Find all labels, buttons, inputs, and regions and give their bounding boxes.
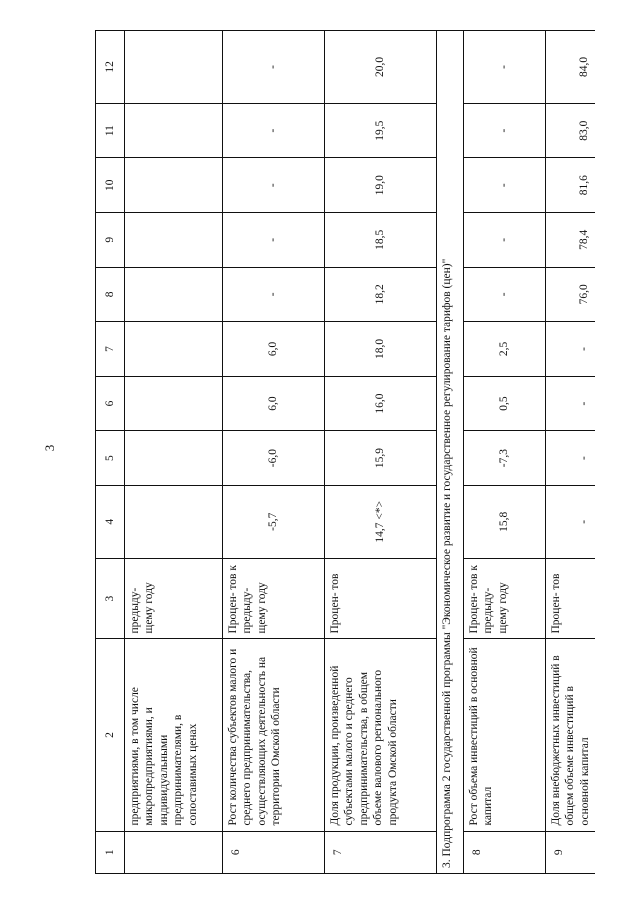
value-cell: -: [464, 158, 546, 213]
value-cell: -: [546, 376, 596, 431]
value-cell: -: [223, 103, 325, 158]
indicators-table: [95, 30, 595, 874]
table-row: [464, 31, 546, 874]
value-cell: [125, 431, 223, 486]
row-number: 7: [325, 831, 437, 873]
value-cell: 76,0: [546, 267, 596, 322]
column-number: 10: [96, 158, 125, 213]
value-cell: -: [223, 267, 325, 322]
value-cell: 18,2: [325, 267, 437, 322]
value-cell: 19,5: [325, 103, 437, 158]
value-cell: -5,7: [223, 485, 325, 558]
value-cell: 15,9: [325, 431, 437, 486]
unit-cell: Процен- тов: [546, 558, 596, 639]
value-cell: 14,7 <*>: [325, 485, 437, 558]
table-row: [223, 31, 325, 874]
value-cell: 6,0: [223, 322, 325, 377]
value-cell: [125, 267, 223, 322]
value-cell: -: [546, 431, 596, 486]
value-cell: -: [223, 31, 325, 104]
value-cell: -: [223, 158, 325, 213]
value-cell: [125, 158, 223, 213]
column-number: 12: [96, 31, 125, 104]
indicator-name: Доля продукции, произведенной субъектами малого и среднего предпринимательства, в общем объеме валового регионального продукта Омской области: [325, 639, 437, 831]
value-cell: 6,0: [223, 376, 325, 431]
column-number: 9: [96, 212, 125, 267]
table-row-continuation: [125, 31, 223, 874]
value-cell: 84,0: [546, 31, 596, 104]
column-number: 3: [96, 558, 125, 639]
value-cell: [125, 31, 223, 104]
value-cell: [125, 485, 223, 558]
value-cell: -: [464, 212, 546, 267]
value-cell: 18,5: [325, 212, 437, 267]
value-cell: 81,6: [546, 158, 596, 213]
page-number: 3: [42, 444, 57, 452]
value-cell: -: [464, 31, 546, 104]
column-number: 4: [96, 485, 125, 558]
indicator-name: предприятиями, в том числе микропредприятиями, и индивидуальными предпринимателями, в сопоставимых ценах: [125, 639, 223, 831]
value-cell: [125, 103, 223, 158]
unit-cell: Процен- тов к предыду- щему году: [464, 558, 546, 639]
subprogram-heading: 3. Подпрограмма 2 государственной программы "Экономическое развитие и государственное регулирование тарифов (цен)": [437, 31, 464, 874]
row-number: 8: [464, 831, 546, 873]
column-number: 8: [96, 267, 125, 322]
unit-cell: предыду- щему году: [125, 558, 223, 639]
table-row: [325, 31, 437, 874]
value-cell: 19,0: [325, 158, 437, 213]
value-cell: 15,8: [464, 485, 546, 558]
row-number: 9: [546, 831, 596, 873]
value-cell: -: [223, 212, 325, 267]
column-number: 2: [96, 639, 125, 831]
rotated-table-container: [95, 30, 595, 874]
table-row: [546, 31, 596, 874]
value-cell: -: [546, 322, 596, 377]
value-cell: 0,5: [464, 376, 546, 431]
value-cell: 16,0: [325, 376, 437, 431]
unit-cell: Процен- тов: [325, 558, 437, 639]
value-cell: 83,0: [546, 103, 596, 158]
value-cell: 20,0: [325, 31, 437, 104]
value-cell: -: [464, 103, 546, 158]
value-cell: -6,0: [223, 431, 325, 486]
column-number-row: [96, 31, 125, 874]
value-cell: [125, 322, 223, 377]
column-number: 7: [96, 322, 125, 377]
unit-cell: Процен- тов к предыду- щему году: [223, 558, 325, 639]
value-cell: -: [546, 485, 596, 558]
value-cell: -: [464, 267, 546, 322]
indicator-name: Рост объема инвестиций в основной капитал: [464, 639, 546, 831]
value-cell: 2,5: [464, 322, 546, 377]
column-number: 11: [96, 103, 125, 158]
column-number: 5: [96, 431, 125, 486]
subprogram-heading-row: [437, 31, 464, 874]
value-cell: [125, 376, 223, 431]
row-number: [125, 831, 223, 873]
row-number: 6: [223, 831, 325, 873]
indicator-name: Рост количества субъектов малого и среднего предпринимательства, осуществляющих деятельность на территории Омской области: [223, 639, 325, 831]
indicator-name: Доля внебюджетных инвестиций в общем объеме инвестиций в основной капитал: [546, 639, 596, 831]
column-number: 6: [96, 376, 125, 431]
value-cell: [125, 212, 223, 267]
column-number: 1: [96, 831, 125, 873]
value-cell: 78,4: [546, 212, 596, 267]
value-cell: -7,3: [464, 431, 546, 486]
value-cell: 18,0: [325, 322, 437, 377]
rotated-page-area: [95, 30, 595, 874]
